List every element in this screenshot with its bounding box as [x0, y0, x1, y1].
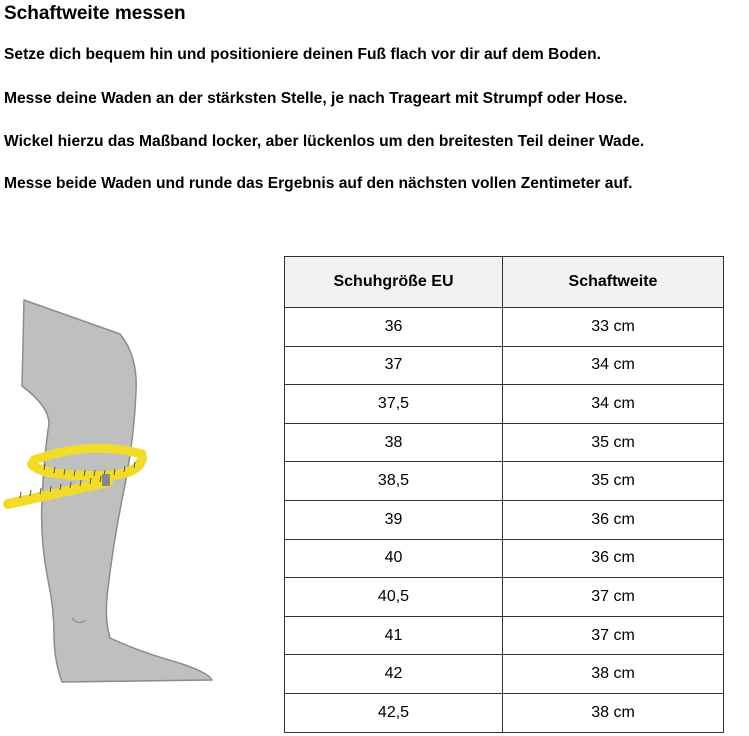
instruction-2: Messe deine Waden an der stärksten Stelle, je nach Trageart mit Strumpf oder Hose.	[4, 90, 628, 107]
shaft-width-cell: 35 cm	[503, 462, 724, 501]
table-row	[285, 462, 724, 501]
header-shoe-size: Schuhgröße EU	[285, 257, 503, 308]
shaft-width-cell: 34 cm	[503, 346, 724, 385]
shaft-width-cell: 33 cm	[503, 308, 724, 347]
instruction-1: Setze dich bequem hin und positioniere deinen Fuß flach vor dir auf dem Boden.	[4, 46, 601, 63]
table-row	[285, 385, 724, 424]
shaft-width-cell: 34 cm	[503, 385, 724, 424]
shaft-width-cell: 36 cm	[503, 539, 724, 578]
shaft-width-cell: 38 cm	[503, 693, 724, 732]
shoe-size-cell: 42,5	[285, 693, 503, 732]
shaft-width-cell: 38 cm	[503, 655, 724, 694]
shoe-size-cell: 41	[285, 616, 503, 655]
leg-with-measuring-tape-icon	[0, 290, 230, 690]
table-row	[285, 423, 724, 462]
shoe-size-cell: 40,5	[285, 578, 503, 617]
table-row	[285, 578, 724, 617]
shoe-size-cell: 38	[285, 423, 503, 462]
shaft-width-cell: 35 cm	[503, 423, 724, 462]
table-row	[285, 655, 724, 694]
header-shaft-width: Schaftweite	[503, 257, 724, 308]
shoe-size-cell: 36	[285, 308, 503, 347]
shoe-size-cell: 39	[285, 500, 503, 539]
shoe-size-cell: 37	[285, 346, 503, 385]
instruction-3: Wickel hierzu das Maßband locker, aber lückenlos um den breitesten Teil deiner Wade.	[4, 133, 645, 150]
tape-buckle	[102, 474, 110, 486]
size-table	[284, 256, 724, 733]
shaft-width-cell: 37 cm	[503, 616, 724, 655]
shoe-size-cell: 38,5	[285, 462, 503, 501]
shaft-width-cell: 36 cm	[503, 500, 724, 539]
table-row	[285, 616, 724, 655]
table-row	[285, 693, 724, 732]
page-title: Schaftweite messen	[4, 3, 186, 24]
instruction-4: Messe beide Waden und runde das Ergebnis auf den nächsten vollen Zentimeter auf.	[4, 175, 633, 192]
shaft-width-cell: 37 cm	[503, 578, 724, 617]
shoe-size-cell: 40	[285, 539, 503, 578]
shoe-size-cell: 42	[285, 655, 503, 694]
table-header-row	[285, 257, 724, 308]
table-row	[285, 346, 724, 385]
table-row	[285, 539, 724, 578]
table-row	[285, 308, 724, 347]
shoe-size-cell: 37,5	[285, 385, 503, 424]
table-row	[285, 500, 724, 539]
